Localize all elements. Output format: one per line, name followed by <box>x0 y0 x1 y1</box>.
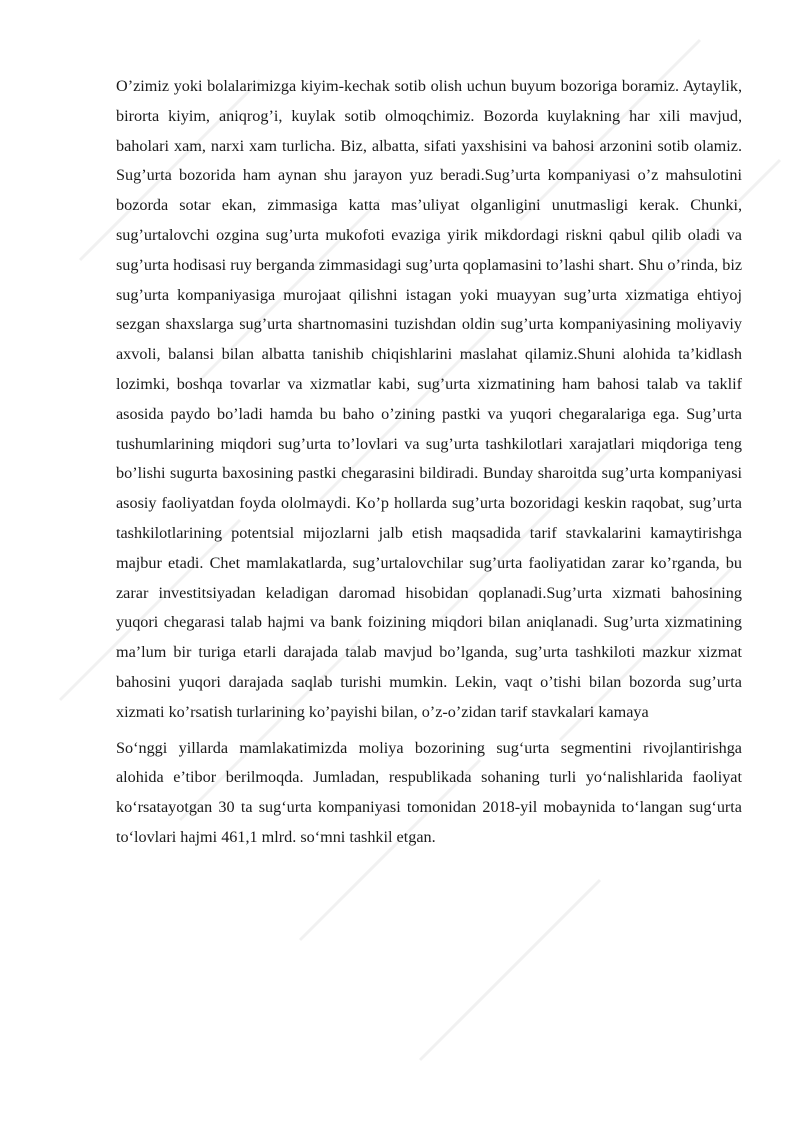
document-body <box>116 72 742 853</box>
paragraph-2: So‘nggi yillarda mamlakatimizda moliya bozorining sug‘urta segmentini rivojlantirishga alohida e’tibor berilmoqda. Jumladan, respublikada sohaning turli yo‘nalishlarida faoliyat ko‘rsatayotgan 30 ta sug‘urta kompaniyasi tomonidan 2018-yil mobaynida to‘langan sug‘urta to‘lovlari hajmi 461,1 mlrd. so‘mni tashkil etgan. <box>116 738 742 846</box>
paragraph-1: O’zimiz yoki bolalarimizga kiyim-kechak sotib olish uchun buyum bozoriga boramiz. Aytaylik, birorta kiyim, aniqrog’i, kuylak sotib olmoqchimiz. Bozorda kuylakning har xili mavjud, baholari xam, narxi xam turlicha. Biz, albatta, sifati yaxshisini va bahosi arzonini sotib olamiz. Sug’urta bozorida ham aynan shu jarayon yuz beradi.Sug’urta kompaniyasi o’z mahsulotini bozorda sotar ekan, zimmasiga katta mas’uliyat olganligini unutmasligi kerak. Chunki, sug’urtalovchi ozgina sug’urta mukofoti evaziga yirik mikdordagi riskni qabul qilib oladi va sug’urta hodisasi ruy berganda zimmasidagi sug’urta qoplamasini to’lashi shart. Shu o’rinda, biz sug’urta kompaniyasiga murojaat qilishni istagan yoki muayyan sug’urta xizmatiga ehtiyoj sezgan shaxslarga sug’urta shartnomasini tuzishdan oldin sug’urta kompaniyasining moliyaviy axvoli, balansi bilan albatta tanishib chiqishlarini maslahat qilamiz.Shuni alohida ta’kidlash lozimki, boshqa tovarlar va xizmatlar kabi, sug’urta xizmatining ham bahosi talab va taklif asosida paydo bo’ladi hamda bu baho o’zining pastki va yuqori chegaralariga ega. Sug’urta tushumlarining miqdori sug’urta to’lovlari va sug’urta tashkilotlari xarajatlari miqdoriga teng bo’lishi sugurta baxosining pastki chegarasini bildiradi. Bunday sharoitda sug’urta kompaniyasi asosiy faoliyatdan foyda ololmaydi. Ko’p hollarda sug’urta bozoridagi keskin raqobat, sug’urta tashkilotlarining potentsial mijozlarni jalb etish maqsadida tarif stavkalarini kamaytirishga majbur etadi. Chet mamlakatlarda, sug’urtalovchilar sug’urta faoliyatidan zarar ko’rganda, bu zarar investitsiyadan keladigan daromad hisobidan qoplanadi.Sug’urta xizmati bahosining yuqori chegarasi talab hajmi va bank foizining miqdori bilan aniqlanadi. Sug’urta xizmatining ma’lum bir turiga etarli darajada talab mavjud bo’lganda, sug’urta tashkiloti mazkur xizmat bahosini yuqori darajada saqlab turishi mumkin. Lekin, vaqt o’tishi bilan bozorda sug’urta xizmati ko’rsatish turlarining ko’payishi bilan, o’z-o’zidan tarif stavkalari kamaya <box>116 77 742 721</box>
